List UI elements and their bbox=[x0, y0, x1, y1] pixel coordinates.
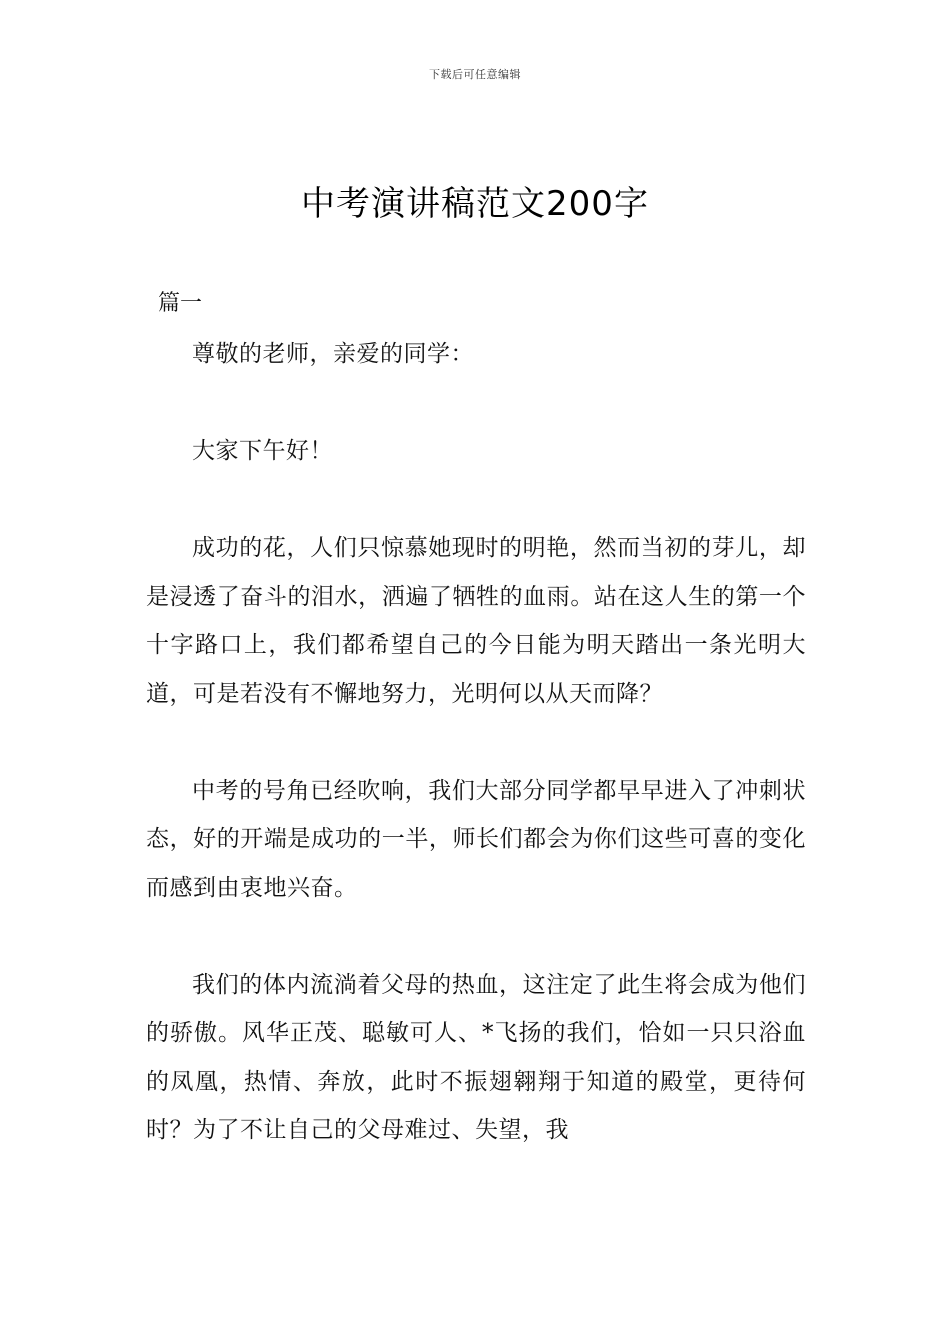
greeting-paragraph: 尊敬的老师，亲爱的同学： bbox=[192, 341, 474, 367]
hello-paragraph: 大家下午好！ bbox=[192, 438, 333, 464]
paragraph-gap bbox=[146, 718, 806, 767]
page-title: 中考演讲稿范文200字 bbox=[301, 184, 649, 224]
header-note: 下载后可任意编辑 bbox=[429, 68, 521, 81]
document-body bbox=[146, 330, 806, 1155]
body-paragraph-3: 我们的体内流淌着父母的热血，这注定了此生将会成为他们的骄傲。风华正茂、聪敏可人、*飞扬的我们，恰如一只只浴血的凤凰，热情、奔放，此时不振翅翱翔于知道的殿堂，更待何时？为了不让自己的父母难过、失望，我 bbox=[146, 971, 806, 1143]
body-paragraph-2: 中考的号角已经吹响，我们大部分同学都早早进入了冲刺状态，好的开端是成功的一半，师长们都会为你们这些可喜的变化而感到由衷地兴奋。 bbox=[146, 777, 806, 901]
paragraph-gap bbox=[146, 476, 806, 525]
body-paragraph-1: 成功的花，人们只惊慕她现时的明艳，然而当初的芽儿，却是浸透了奋斗的泪水，洒遍了牺牲的血雨。站在这人生的第一个十字路口上，我们都希望自己的今日能为明天踏出一条光明大道，可是若没有不懈地努力，光明何以从天而降？ bbox=[146, 535, 806, 707]
paragraph-gap bbox=[146, 912, 806, 961]
paragraph-gap bbox=[146, 379, 806, 428]
section-label: 篇一 bbox=[158, 291, 203, 316]
